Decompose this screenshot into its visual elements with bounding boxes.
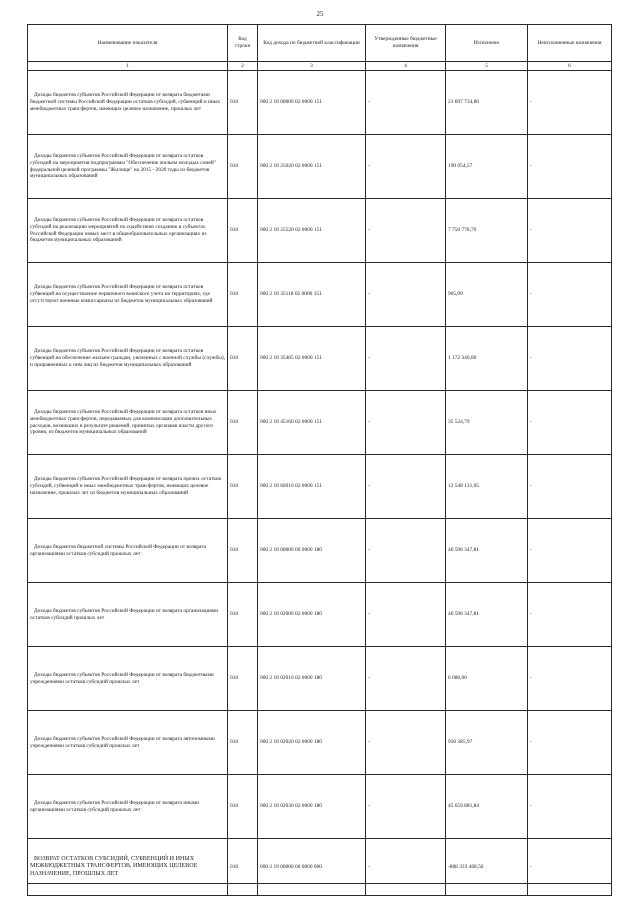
table-row [28,711,612,775]
executed-amount: 6 080,00 [446,647,528,711]
table-row [28,391,612,455]
unexecuted-amount: - [528,839,612,896]
unexecuted-amount: - [528,327,612,391]
indicator-name: Доходы бюджетов субъектов Российской Федерации от возврата организациями остатков субсидий прошлых лет [28,583,228,647]
budget-classification-code: 000 2 18 00000 00 0000 180 [258,519,366,583]
table-row [28,775,612,839]
page-bottom-rule [27,883,611,884]
budget-report-table [27,24,612,896]
table-row [28,199,612,263]
executed-amount: 905,09 [446,263,528,327]
approved-amount: - [366,455,446,519]
executed-amount: -888 333 468,56 [446,839,528,896]
table-row [28,839,612,896]
table-row [28,647,612,711]
indicator-name: Доходы бюджетов субъектов Российской Федерации от возврата автономными учреждениями остатков субсидий прошлых лет [28,711,228,775]
executed-amount: 12 548 131,65 [446,455,528,519]
approved-amount: - [366,263,446,327]
row-code: 010 [228,263,258,327]
approved-amount: - [366,839,446,896]
budget-classification-code: 000 2 18 60010 02 0000 151 [258,455,366,519]
indicator-name: Доходы бюджетов субъектов Российской Федерации от возврата остатков субвенций на обеспечение жильем граждан, уволенных с военной службы (службы), и приравненных к ним лиц из бюджетов муниципальных образований [28,327,228,391]
executed-amount: 930 385,97 [446,711,528,775]
budget-classification-code: 000 2 18 25520 02 0000 151 [258,199,366,263]
unexecuted-amount: - [528,263,612,327]
column-number: 2 [228,62,258,71]
approved-amount: - [366,711,446,775]
unexecuted-amount: - [528,711,612,775]
row-code: 010 [228,647,258,711]
unexecuted-amount: - [528,775,612,839]
row-code: 010 [228,519,258,583]
budget-classification-code: 000 2 18 00000 02 0000 151 [258,71,366,135]
budget-classification-code: 000 2 18 45160 02 0000 151 [258,391,366,455]
indicator-name: Доходы бюджетов субъектов Российской Федерации от возврата прочих остатков субсидий, субвенций и иных межбюджетных трансфертов, имеющих целевое назначение, прошлых лет из бюджетов муниципальных образований [28,455,228,519]
unexecuted-amount: - [528,71,612,135]
table-row [28,263,612,327]
unexecuted-amount: - [528,199,612,263]
indicator-name: Доходы бюджетов субъектов Российской Федерации от возврата иными организациями остатков субсидий прошлых лет [28,775,228,839]
column-header-approved: Утвержденные бюджетные назначения [366,25,446,62]
indicator-name: Доходы бюджетов субъектов Российской Федерации от возврата бюджетными учреждениями остатков субсидий прошлых лет [28,647,228,711]
table-row [28,135,612,199]
executed-amount: 45 659 881,84 [446,775,528,839]
unexecuted-amount: - [528,583,612,647]
column-number: 6 [528,62,612,71]
indicator-name: Доходы бюджетов бюджетной системы Российской Федерации от возврата организациями остатков субсидий прошлых лет [28,519,228,583]
page-number: 25 [316,10,324,18]
budget-classification-code: 000 2 18 02030 02 0000 180 [258,775,366,839]
approved-amount: - [366,327,446,391]
approved-amount: - [366,647,446,711]
approved-amount: - [366,199,446,263]
executed-amount: 21 697 734,80 [446,71,528,135]
executed-amount: 46 596 347,81 [446,583,528,647]
approved-amount: - [366,519,446,583]
row-code: 010 [228,327,258,391]
unexecuted-amount: - [528,647,612,711]
unexecuted-amount: - [528,391,612,455]
unexecuted-amount: - [528,455,612,519]
budget-classification-code: 000 2 18 25020 02 0000 151 [258,135,366,199]
row-code: 010 [228,839,258,896]
budget-classification-code: 000 2 19 00000 00 0000 000 [258,839,366,896]
column-header-name: Наименование показателя [28,25,228,62]
indicator-name: Доходы бюджетов субъектов Российской Федерации от возврата остатков субвенций на осуществление первичного воинского учета на территориях, где отсутствуют военные комиссариаты из бюджетов муниципальных образований [28,263,228,327]
row-code: 010 [228,71,258,135]
approved-amount: - [366,391,446,455]
row-code: 010 [228,199,258,263]
unexecuted-amount: - [528,135,612,199]
indicator-name: Доходы бюджетов субъектов Российской Федерации от возврата бюджетами бюджетной системы Российской Федерации остатков субсидий, субвенций и иных межбюджетных трансфертов, имеющих целевое назначение, прошлых лет [28,71,228,135]
approved-amount: - [366,583,446,647]
budget-classification-code: 000 2 18 35118 02 0000 151 [258,263,366,327]
indicator-name: Доходы бюджетов субъектов Российской Федерации от возврата остатков иных межбюджетных трансфертов, передаваемых для компенсации дополнительных расходов, возникших в результате решений, принятых органами власти другого уровня, из бюджетов муниципальных образований [28,391,228,455]
indicator-name: Доходы бюджетов субъектов Российской Федерации от возврата остатков субсидий на мероприятия подпрограммы "Обеспечение жильем молодых семей" федеральной целевой программы "Жилище" на 2015 - 2020 годы из бюджетов муниципальных образований [28,135,228,199]
column-header-unexecuted: Неисполненные назначения [528,25,612,62]
executed-amount: 190 054,57 [446,135,528,199]
unexecuted-amount: - [528,519,612,583]
approved-amount: - [366,71,446,135]
row-code: 010 [228,711,258,775]
indicator-name: Доходы бюджетов субъектов Российской Федерации от возврата остатков субсидий на реализацию мероприятий по содействию созданию в субъектах Российской Федерации новых мест в общеобразовательных организациях из бюджетов муниципальных образований [28,199,228,263]
column-number: 5 [446,62,528,71]
row-code: 010 [228,775,258,839]
column-number: 1 [28,62,228,71]
column-number: 3 [258,62,366,71]
table-row [28,583,612,647]
table-row [28,455,612,519]
approved-amount: - [366,135,446,199]
executed-amount: 1 172 340,00 [446,327,528,391]
approved-amount: - [366,775,446,839]
column-header-kbk: Код дохода по бюджетной классификации [258,25,366,62]
indicator-name: ВОЗВРАТ ОСТАТКОВ СУБСИДИЙ, СУБВЕНЦИЙ И ИНЫХ МЕЖБЮДЖЕТНЫХ ТРАНСФЕРТОВ, ИМЕЮЩИХ ЦЕЛЕВОЕ НАЗНАЧЕНИЕ, ПРОШЛЫХ ЛЕТ [28,839,228,896]
row-code: 010 [228,135,258,199]
budget-classification-code: 000 2 18 02010 02 0000 180 [258,647,366,711]
column-number: 4 [366,62,446,71]
executed-amount: 7 750 778,70 [446,199,528,263]
row-code: 010 [228,583,258,647]
budget-classification-code: 000 2 18 35485 02 0000 151 [258,327,366,391]
budget-classification-code: 000 2 18 02020 02 0000 180 [258,711,366,775]
column-header-code: Код строки [228,25,258,62]
column-header-executed: Исполнено [446,25,528,62]
row-code: 010 [228,455,258,519]
table-row [28,327,612,391]
column-numbers-row [28,62,612,71]
budget-classification-code: 000 2 18 02000 02 0000 180 [258,583,366,647]
row-code: 010 [228,391,258,455]
table-header-row [28,25,612,62]
table-row [28,519,612,583]
executed-amount: 46 596 347,81 [446,519,528,583]
executed-amount: 35 524,79 [446,391,528,455]
table-row [28,71,612,135]
